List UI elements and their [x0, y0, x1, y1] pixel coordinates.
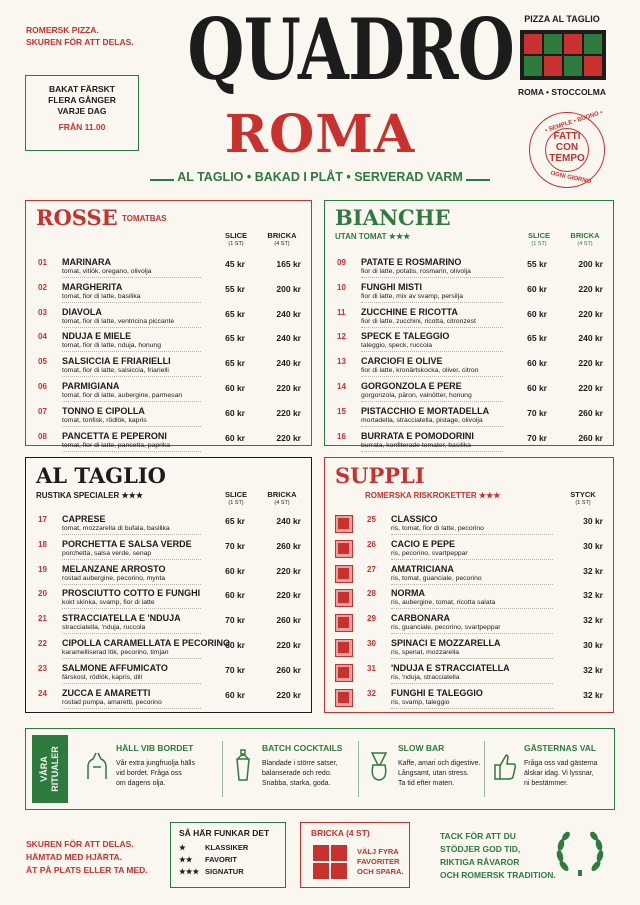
ritual-item	[230, 735, 354, 805]
menu-item	[38, 257, 311, 281]
stamp-seal: • SEMPLE • BUONO • FATTI CON TEMPO OGNI GIORNO	[529, 112, 605, 188]
item-desc: rostad pumpa, amaretti, pecorino	[62, 698, 162, 706]
ritual-divider	[222, 741, 223, 797]
header-note: ROMERSK PIZZA. SKUREN FÖR ATT DELAS.	[26, 25, 134, 47]
item-number: 07	[38, 406, 47, 416]
item-name: AMATRICIANA	[391, 563, 454, 574]
item-desc: färskost, rödlök, kapris, dill	[62, 673, 143, 681]
ritual-title: HÄLL VIB BORDET	[116, 743, 194, 753]
item-desc: ris, spenat, mozzarella	[391, 649, 459, 656]
menu-item	[38, 638, 311, 662]
logo-quadro: QUADRO	[187, 0, 515, 99]
price-slice: 65 kr	[225, 308, 245, 319]
price-slice: 60 kr	[225, 590, 245, 601]
col-slice-header: SLICE (1 ST)	[224, 490, 248, 506]
ritual-item	[84, 735, 208, 805]
legend-row: ★★★ SIGNATUR	[179, 867, 244, 876]
menu-item	[38, 431, 311, 455]
item-number: 28	[367, 589, 376, 599]
price-bricka: 220 kr	[276, 590, 301, 601]
item-number: 27	[367, 564, 376, 574]
footer-slogan: SKUREN FÖR ATT DELAS. HÄMTAD MED HJÄRTA. ÄT PÅ PLATS ELLER TA MED.	[26, 839, 148, 875]
item-desc: tomat, fior di latte, pancetta, paprika	[62, 441, 171, 449]
price-bricka: 240 kr	[276, 333, 301, 344]
col-bricka-header: BRICKA (4 ST)	[267, 490, 297, 506]
price-slice: 55 kr	[527, 259, 547, 269]
price-slice: 60 kr	[225, 689, 245, 700]
col-slice-header: SLICE (1 ST)	[527, 231, 551, 247]
item-name: CLASSICO	[391, 514, 438, 524]
legend-row: ★ KLASSIKER	[179, 843, 249, 852]
menu-item	[337, 406, 613, 430]
how-it-works-box	[170, 822, 286, 888]
item-desc: tomat, fior di latte, aubergine, parmesan	[62, 392, 183, 399]
price-bricka: 220 kr	[578, 383, 603, 393]
item-desc: mortadella, stracciatella, pistage, olivolja	[361, 416, 483, 424]
item-number: 06	[38, 382, 47, 391]
section-subtitle: RUSTIKA SPECIALER ★★★	[36, 491, 144, 500]
price-bricka: 260 kr	[276, 664, 301, 675]
price-bricka: 260 kr	[578, 432, 603, 443]
menu-item	[337, 613, 613, 637]
item-desc: ris, guanciale, pecorino, svartpeppar	[391, 624, 501, 632]
menu-item	[337, 638, 613, 662]
ritual-title: SLOW BAR	[398, 743, 445, 753]
item-number: 17	[38, 515, 47, 524]
price-bricka: 200 kr	[276, 283, 301, 294]
item-name: BURRATA E POMODORINI	[361, 430, 474, 441]
item-name: FUNGHI E TALEGGIO	[391, 687, 483, 698]
ritual-item	[366, 735, 490, 805]
section-title: ROSSE	[36, 205, 118, 230]
item-name: MARGHERITA	[62, 281, 123, 292]
suppli-cube-icon	[335, 589, 353, 607]
price-styck: 32 kr	[583, 565, 603, 576]
item-name: NDUJA E MIELE	[62, 331, 132, 342]
item-desc: burrata, konfiterade tomater, basilika	[361, 441, 471, 449]
item-desc: tomat, vitlök, oregano, olivolja	[62, 268, 152, 275]
price-bricka: 220 kr	[578, 358, 603, 369]
item-name: NORMA	[391, 588, 425, 599]
tray-grid-icon	[520, 30, 606, 80]
price-slice: 70 kr	[225, 540, 245, 551]
item-name: DIAVOLA	[62, 306, 102, 317]
rituals-panel	[25, 728, 615, 810]
price-bricka: 165 kr	[276, 259, 301, 269]
item-number: 20	[38, 589, 47, 599]
menu-item	[38, 381, 311, 405]
menu-item	[337, 588, 613, 612]
item-name: CAPRESE	[62, 514, 106, 524]
suppli-cube-icon	[335, 614, 353, 632]
price-slice: 70 kr	[225, 664, 245, 675]
ritual-text: Vår extra jungfruolja hälls vid bordet. Fråga oss om dagens olja.	[116, 760, 195, 787]
menu-item	[38, 613, 311, 637]
item-number: 16	[337, 431, 346, 441]
price-slice: 70 kr	[225, 615, 245, 626]
item-name: PATATE E ROSMARINO	[361, 257, 462, 267]
item-number: 12	[337, 332, 346, 342]
price-slice: 60 kr	[225, 407, 245, 418]
item-number: 14	[337, 382, 346, 391]
item-desc: ris, 'nduja, stracciatella	[391, 673, 460, 681]
item-number: 08	[38, 431, 47, 441]
baked-fresh-box: BAKAT FÄRSKT FLERA GÅNGER VARJE DAG FRÅN 11.00	[25, 75, 139, 151]
item-desc: ris, tomat, fior di latte, pecorino	[391, 525, 484, 532]
item-desc: karamelliserad lök, pecorino, timjan	[62, 649, 169, 656]
price-bricka: 260 kr	[276, 615, 301, 626]
item-number: 05	[38, 357, 47, 367]
price-bricka: 220 kr	[276, 407, 301, 418]
suppli-cube-icon	[335, 565, 353, 583]
price-bricka: 260 kr	[276, 540, 301, 551]
menu-item	[337, 539, 613, 563]
cities: ROMA • STOCCOLMA	[518, 87, 606, 97]
item-name: PROSCIUTTO COTTO E FUNGHI	[62, 588, 201, 599]
ritual-item	[492, 735, 616, 805]
item-name: FUNGHI MISTI	[361, 281, 422, 292]
item-number: 25	[367, 515, 376, 524]
item-desc: tomat, fior di latte, ventricina piccante	[62, 317, 175, 325]
item-desc: taleggio, speck, ruccola	[361, 342, 433, 350]
item-name: CACIO E PEPE	[391, 538, 456, 549]
ritual-text: Fråga oss vad gästerna älskar idag. Vi lyssnar, ni bestämmer.	[524, 760, 598, 787]
item-name: PANCETTA E PEPERONI	[62, 430, 167, 441]
tagline: AL TAGLIO • BAKAD I PLÅT • SERVERAD VARM	[177, 170, 463, 184]
item-number: 03	[38, 307, 47, 317]
price-slice: 60 kr	[225, 640, 245, 650]
item-name: SPECK E TALEGGIO	[361, 331, 450, 342]
item-number: 23	[38, 663, 47, 673]
thanks-text: TACK FÖR ATT DU STÖDJER GOD TID, RIKTIGA RÅVAROR OCH ROMERSK TRADITION.	[440, 831, 556, 880]
section-al-taglio	[25, 457, 312, 713]
menu-item	[38, 514, 311, 538]
menu-item	[337, 381, 613, 405]
item-name: TONNO E CIPOLLA	[62, 405, 145, 416]
price-slice: 65 kr	[225, 516, 245, 526]
item-name: CARBONARA	[391, 613, 450, 624]
item-desc: fior di latte, kronärtskocka, oliver, citron	[361, 367, 479, 375]
price-styck: 32 kr	[583, 615, 603, 626]
item-desc: ris, svamp, taleggio	[391, 698, 450, 706]
price-bricka: 220 kr	[578, 283, 603, 294]
menu-item	[337, 431, 613, 455]
ritual-divider	[358, 741, 359, 797]
item-desc: kokt skinka, svamp, fior di latte	[62, 599, 155, 607]
price-bricka: 240 kr	[578, 333, 603, 344]
section-subtitle: UTAN TOMAT ★★★	[335, 232, 411, 241]
item-number: 18	[38, 539, 47, 549]
coffee-pot-icon	[366, 749, 392, 783]
price-styck: 32 kr	[583, 590, 603, 601]
item-desc: ris, aubergine, tomat, ricotta salata	[391, 599, 496, 607]
item-number: 19	[38, 564, 47, 574]
tagline-row	[150, 168, 490, 190]
section-title: AL TAGLIO	[36, 463, 166, 488]
price-slice: 45 kr	[225, 259, 245, 269]
price-bricka: 240 kr	[276, 516, 301, 526]
price-slice: 60 kr	[225, 432, 245, 443]
ritual-text: Kaffe, amari och digestive. Långsamt, utan stress. Ta tid efter maten.	[398, 760, 481, 787]
item-name: STRACCIATELLA E 'NDUJA	[62, 613, 181, 624]
item-desc: gorgonzola, päron, valnötter, honung	[361, 392, 472, 399]
tray-offer-title: BRICKA (4 ST)	[311, 828, 370, 838]
price-bricka: 240 kr	[276, 308, 301, 319]
how-it-works-title: SÅ HÄR FUNKAR DET	[179, 828, 270, 838]
item-desc: ris, tomat, guanciale, pecorino	[391, 574, 482, 582]
price-slice: 70 kr	[527, 407, 547, 418]
item-name: GORGONZOLA E PERE	[361, 381, 462, 391]
item-desc: tomat, fior di latte, salsiccia, friarielli	[62, 367, 169, 375]
item-name: SALMONE AFFUMICATO	[62, 662, 168, 673]
item-name: ZUCCHINE E RICOTTA	[361, 306, 458, 317]
menu-item	[38, 356, 311, 380]
price-bricka: 220 kr	[276, 689, 301, 700]
pizza-al-taglio-title: PIZZA AL TAGLIO	[524, 14, 600, 24]
price-styck: 32 kr	[583, 664, 603, 675]
item-desc: tomat, fior di latte, nduja, honung	[62, 342, 161, 350]
item-number: 24	[38, 688, 47, 698]
price-bricka: 220 kr	[276, 432, 301, 443]
item-desc: fior di latte, zucchini, ricotta, citronzest	[361, 317, 476, 325]
rituals-band: VÅRA RITUALER	[32, 735, 68, 803]
price-slice: 65 kr	[225, 333, 245, 344]
menu-item	[38, 406, 311, 430]
item-number: 29	[367, 614, 376, 624]
item-number: 30	[367, 639, 376, 648]
item-desc: tomat, fior di latte, basilika	[62, 292, 141, 300]
item-name: ZUCCA E AMARETTI	[62, 687, 151, 698]
item-desc: ris, pecorino, svartpeppar	[391, 549, 468, 557]
item-desc: stracciatella, 'nduja, ruccola	[62, 624, 146, 632]
section-title: BIANCHE	[335, 205, 451, 230]
item-number: 13	[337, 357, 346, 367]
item-number: 15	[337, 406, 346, 416]
item-number: 01	[38, 258, 47, 267]
menu-item	[38, 331, 311, 355]
shaker-icon	[230, 749, 256, 783]
price-bricka: 200 kr	[578, 259, 603, 269]
price-slice: 55 kr	[225, 283, 245, 294]
item-name: SPINACI E MOZZARELLA	[391, 638, 501, 648]
price-slice: 60 kr	[225, 383, 245, 393]
item-name: CIPOLLA CARAMELLATA E PECORINO	[62, 638, 230, 648]
menu-item	[337, 307, 613, 331]
col-bricka-header: BRICKA (4 ST)	[570, 231, 600, 247]
section-subtitle: ROMERSKA RISKROKETTER ★★★	[365, 491, 501, 500]
menu-item	[38, 564, 311, 588]
menu-item	[38, 307, 311, 331]
item-name: PISTACCHIO E MORTADELLA	[361, 405, 490, 416]
item-number: 26	[367, 539, 376, 549]
section-bianche	[324, 200, 614, 449]
section-suppli	[324, 457, 614, 713]
item-name: MELANZANE ARROSTO	[62, 563, 166, 574]
legend-row: ★★ FAVORIT	[179, 855, 237, 864]
menu-item	[337, 331, 613, 355]
section-rosse	[25, 200, 312, 449]
col-slice-header: SLICE (1 ST)	[224, 231, 248, 247]
item-name: SALSICCIA E FRIARIELLI	[62, 356, 171, 367]
item-name: CARCIOFI E OLIVE	[361, 356, 443, 367]
price-slice: 70 kr	[527, 432, 547, 443]
opening-time: FRÅN 11.00	[58, 122, 106, 132]
price-slice: 60 kr	[527, 358, 547, 369]
four-squares-icon	[313, 845, 347, 879]
hands-icon	[84, 749, 110, 783]
item-number: 04	[38, 332, 47, 342]
item-name: MARINARA	[62, 257, 111, 267]
price-slice: 60 kr	[527, 383, 547, 393]
section-title: SUPPLI	[335, 463, 425, 488]
item-number: 09	[337, 258, 346, 267]
suppli-cube-icon	[335, 515, 353, 533]
logo-roma: ROMA	[224, 104, 416, 165]
item-desc: rostad aubergine, pecorino, mynta	[62, 574, 166, 582]
item-number: 11	[337, 307, 346, 317]
price-styck: 30 kr	[583, 640, 603, 650]
menu-item	[38, 282, 311, 306]
price-styck: 30 kr	[583, 540, 603, 551]
price-slice: 65 kr	[527, 333, 547, 344]
item-name: PORCHETTA E SALSA VERDE	[62, 538, 192, 549]
ritual-title: BATCH COCKTAILS	[262, 743, 343, 753]
ritual-divider	[484, 741, 485, 797]
menu-item	[38, 688, 311, 712]
item-desc: porchetta, salsa verde, senap	[62, 549, 152, 557]
price-bricka: 220 kr	[276, 640, 301, 650]
thumbs-up-icon	[492, 749, 518, 783]
menu-item	[337, 663, 613, 687]
section-subtitle: TOMATBAS	[122, 214, 167, 223]
price-slice: 60 kr	[225, 565, 245, 576]
menu-item	[38, 663, 311, 687]
item-number: 21	[38, 614, 47, 624]
item-desc: fior di latte, mix av svamp, persilja	[361, 292, 463, 300]
price-bricka: 260 kr	[578, 407, 603, 418]
item-number: 22	[38, 639, 47, 648]
item-desc: tomat, mozzarella di bufala, basilika	[62, 525, 170, 532]
ritual-text: Blandade i större satser, balanserade och redo. Snabba, starka, goda.	[262, 760, 338, 787]
menu-item	[337, 257, 613, 281]
suppli-cube-icon	[335, 689, 353, 707]
item-name: 'NDUJA E STRACCIATELLA	[391, 662, 510, 673]
suppli-cube-icon	[335, 664, 353, 682]
menu-item	[38, 539, 311, 563]
price-slice: 65 kr	[225, 358, 245, 369]
item-number: 02	[38, 282, 47, 292]
laurel-wreath-icon	[552, 828, 608, 878]
suppli-cube-icon	[335, 639, 353, 657]
price-bricka: 220 kr	[276, 383, 301, 393]
menu-item	[337, 688, 613, 712]
price-styck: 32 kr	[583, 689, 603, 700]
menu-item	[337, 356, 613, 380]
col-styck-header: STYCK (1 ST)	[570, 490, 596, 506]
price-slice: 60 kr	[527, 283, 547, 294]
item-number: 32	[367, 688, 376, 698]
menu-item	[337, 564, 613, 588]
item-number: 10	[337, 282, 346, 292]
suppli-cube-icon	[335, 540, 353, 558]
item-number: 31	[367, 663, 376, 673]
item-desc: tomat, tonfisk, rödlök, kapris	[62, 416, 147, 424]
item-desc: fior di latte, potatis, rosmarin, olivolja	[361, 268, 471, 275]
price-styck: 30 kr	[583, 516, 603, 526]
price-bricka: 220 kr	[276, 565, 301, 576]
tray-offer-box: BRICKA (4 ST) VÄLJ FYRA FAVORITER OCH SPARA.	[300, 822, 410, 888]
item-name: PARMIGIANA	[62, 381, 120, 391]
price-bricka: 220 kr	[578, 308, 603, 319]
menu-item	[337, 514, 613, 538]
price-slice: 60 kr	[527, 308, 547, 319]
ritual-title: GÄSTERNAS VAL	[524, 743, 597, 753]
col-bricka-header: BRICKA (4 ST)	[267, 231, 297, 247]
menu-item	[38, 588, 311, 612]
price-bricka: 240 kr	[276, 358, 301, 369]
menu-item	[337, 282, 613, 306]
